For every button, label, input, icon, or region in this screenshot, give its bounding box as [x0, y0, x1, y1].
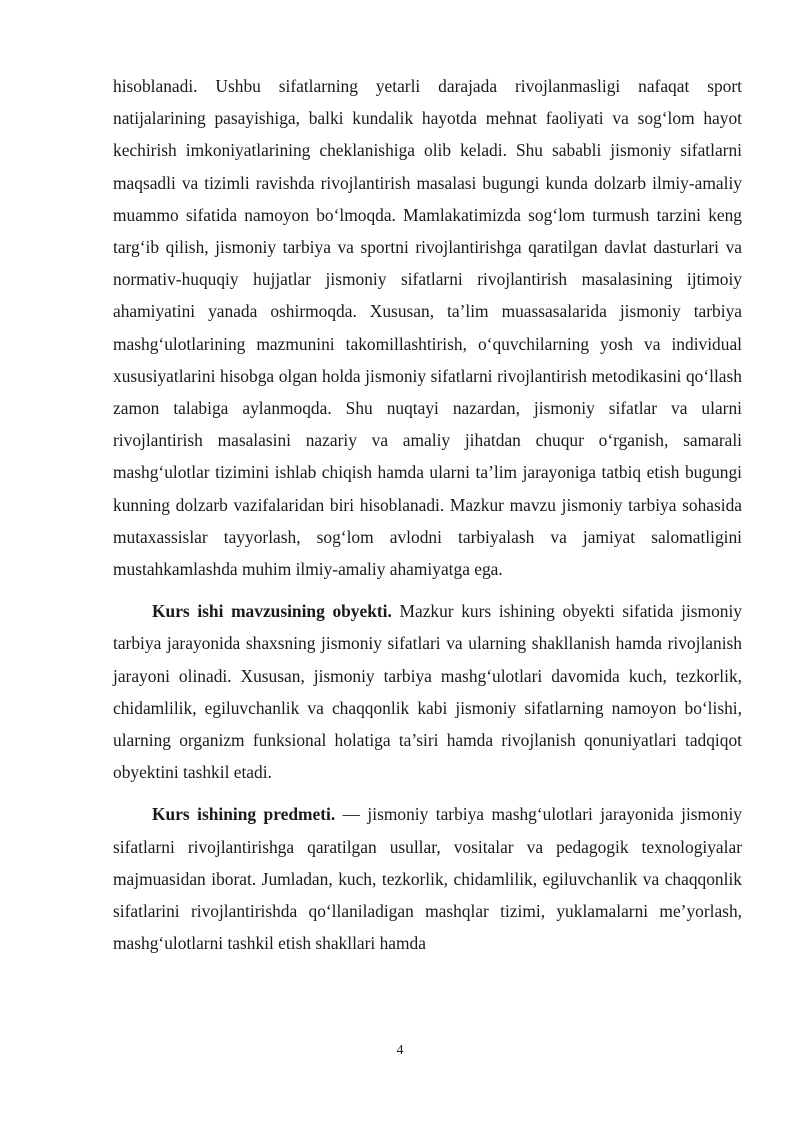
paragraph-subject — [113, 798, 742, 959]
paragraph-object — [113, 595, 742, 788]
paragraph-continuation — [113, 70, 742, 585]
paragraph-heading: Kurs ishining predmeti. — [152, 804, 336, 825]
page-number: 4 — [396, 1043, 404, 1058]
paragraph-text: — jismoniy tarbiya mashg‘ulotlari jarayonida jismoniy sifatlarni rivojlantirishga qaratilgan usullar, vositalar va pedagogik texnologiyalar majmuasidan iborat. Jumladan, kuch, tezkorlik, chidamlilik, egiluvchanlik va chaqqonlik sifatlarini rivojlantirishda qo‘llaniladigan mashqlar tizimi, yuklamalarni me’yorlash, mashg‘ulotlarni tashkil etish shakllari hamda — [113, 804, 743, 954]
document-body — [113, 70, 742, 959]
paragraph-text: hisoblanadi. Ushbu sifatlarning yetarli darajada rivojlanmasligi nafaqat sport natijalarining pasayishiga, balki kundalik hayotda mehnat faoliyati va sog‘lom hayot kechirish imkoniyatlarining cheklanishiga olib keladi. Shu sababli jismoniy sifatlarni maqsadli va tizimli ravishda rivojlantirish masalasi bugungi kunda dolzarb ilmiy-amaliy muammo sifatida namoyon bo‘lmoqda. Mamlakatimizda sog‘lom turmush tarzini keng targ‘ib qilish, jismoniy tarbiya va sportni rivojlantirishga qaratilgan davlat dasturlari va normativ-huquqiy hujjatlar jismoniy sifatlarni rivojlantirish masalasining ijtimoiy ahamiyatini yanada oshirmoqda. Xususan, ta’lim muassasalarida jismoniy tarbiya mashg‘ulotlarining mazmunini takomillashtirish, o‘quvchilarning yosh va individual xususiyatlarini hisobga olgan holda jismoniy sifatlarni rivojlantirish metodikasini qo‘llash zamon talabiga aylanmoqda. Shu nuqtayi nazardan, jismoniy sifatlar va ularni rivojlantirish masalasini nazariy va amaliy jihatdan chuqur o‘rganish, samarali mashg‘ulotlar tizimini ishlab chiqish hamda ularni ta’lim jarayoniga tatbiq etish bugungi kunning dolzarb vazifalaridan biri hisoblanadi. Mazkur mavzu jismoniy tarbiya sohasida mutaxassislar tayyorlash, sog‘lom avlodni tarbiyalash va jamiyat salomatligini mustahkamlashda muhim ilmiy-amaliy ahamiyatga ega. — [113, 76, 742, 580]
paragraph-text: Mazkur kurs ishining obyekti sifatida jismoniy tarbiya jarayonida shaxsning jismoniy sifatlari va ularning shakllanish hamda rivojlanish jarayoni olinadi. Xususan, jismoniy tarbiya mashg‘ulotlari davomida kuch, tezkorlik, chidamlilik, egiluvchanlik va chaqqonlik kabi jismoniy sifatlarning namoyon bo‘lishi, ularning organizm funksional holatiga ta’siri hamda rivojlanish qonuniyatlari tadqiqot obyektini tashkil etadi. — [113, 601, 743, 783]
paragraph-heading: Kurs ishi mavzusining obyekti. — [152, 601, 392, 622]
